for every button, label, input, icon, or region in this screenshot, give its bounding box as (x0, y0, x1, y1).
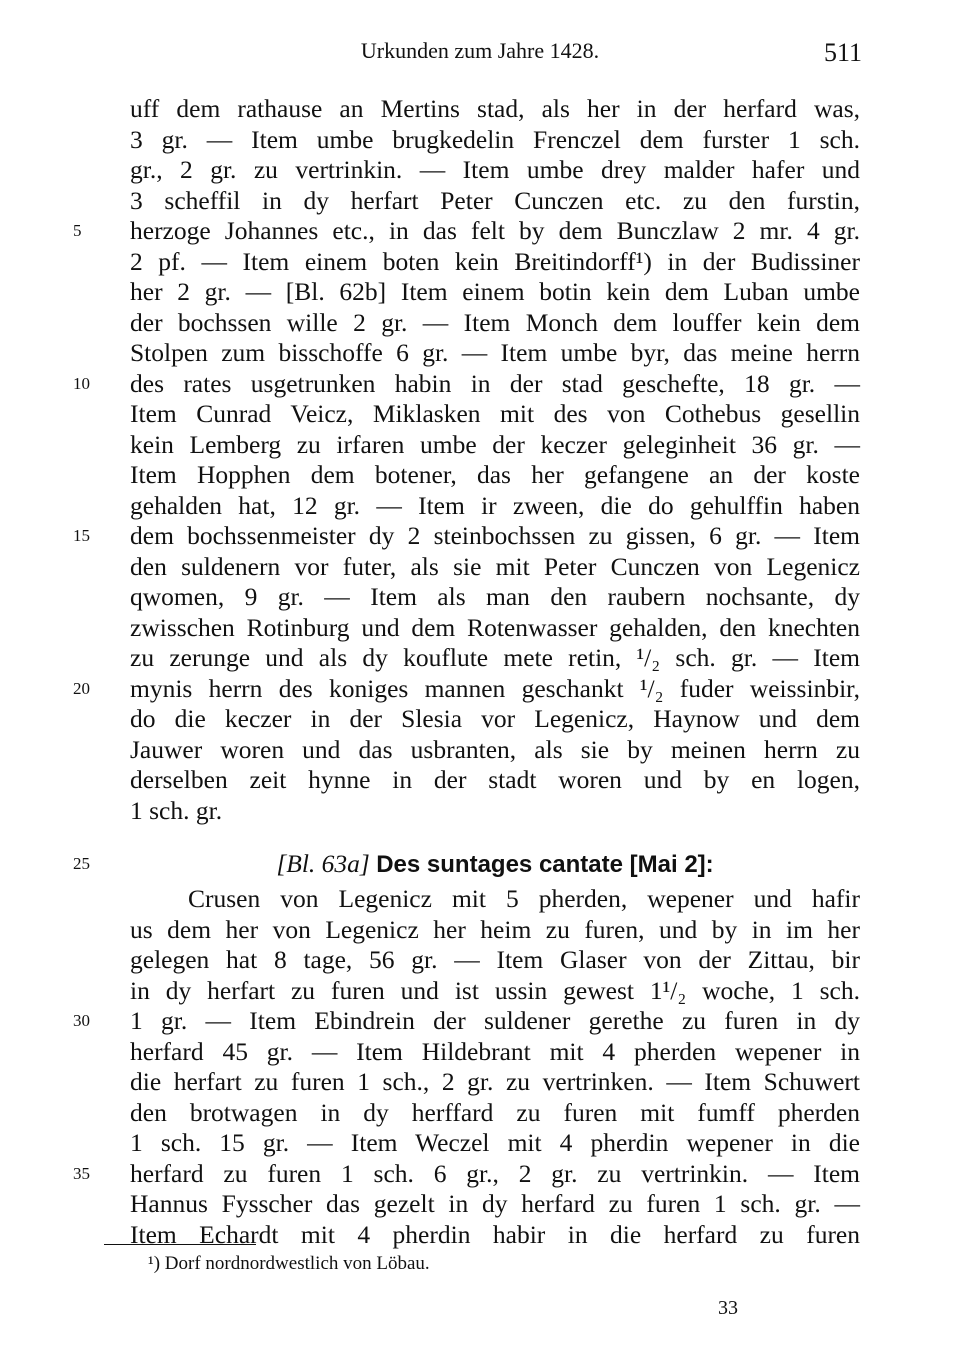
line-text: do die keczer in der Slesia vor Legenicz, Haynow und dem (130, 704, 860, 733)
text-line (130, 308, 860, 339)
text-line (73, 216, 860, 247)
text-line (73, 673, 860, 705)
line-number: 5 (73, 221, 82, 240)
text-line (130, 735, 860, 766)
text-line (130, 430, 860, 461)
line-text: 1 gr. — Item Ebindrein der suldener gerethe zu furen in dy (130, 1006, 860, 1035)
text-line (130, 796, 860, 827)
line-text: Stolpen zum bisschoffe 6 gr. — Item umbe byr, das meine herrn (130, 338, 860, 367)
line-text: die herfart zu furen 1 sch., 2 gr. zu vertrinken. — Item Schuwert (130, 1067, 860, 1096)
footnote-rule (104, 1244, 256, 1245)
line-text: gehalden hat, 12 gr. — Item ir zween, die do gehulffin haben (130, 490, 860, 520)
text-line (130, 186, 860, 217)
line-text: Crusen von Legenicz mit 5 pherden, wepener und hafir (188, 884, 860, 913)
text-line (130, 1037, 860, 1068)
page-header (0, 38, 960, 78)
text-line (73, 1006, 860, 1037)
text-line (130, 399, 860, 430)
text-line (130, 460, 860, 491)
text-line (130, 884, 860, 915)
text-line (130, 976, 860, 1007)
text-line (130, 765, 860, 796)
line-text: den suldenern vor futer, als sie mit Peter Cunczen von Legenicz (130, 551, 860, 581)
section-block (73, 836, 860, 1250)
line-text: Jauwer woren und das usbranten, als sie by meinen herrn zu (130, 734, 860, 764)
line-text: mynis herrn des koniges mannen geschankt ¹/₂ fuder weissinbir, (130, 673, 860, 703)
text-line (130, 247, 860, 278)
line-text: gelegen hat 8 tage, 56 gr. — Item Glaser von der Zittau, bir (130, 945, 860, 974)
line-text: her 2 gr. — [Bl. 62b] Item einem botin kein dem Luban umbe (130, 277, 860, 306)
text-line (130, 491, 860, 522)
text-line (130, 277, 860, 308)
text-line (130, 338, 860, 369)
line-text: kein Lemberg zu irfaren umbe der keczer geleginheit 36 gr. — (130, 429, 860, 459)
text-line (130, 1220, 860, 1251)
line-text: 3 scheffil in dy herfart Peter Cunczen etc. zu den furstin, (130, 185, 860, 215)
text-line (130, 1189, 860, 1220)
section-text (73, 884, 860, 1250)
line-text: dem bochssenmeister dy 2 steinbochssen zu gissen, 6 gr. — Item (130, 521, 860, 550)
text-line (130, 613, 860, 644)
line-text: 2 pf. — Item einem boten kein Breitindorff¹) in der Budissiner (130, 246, 860, 276)
signature-mark: 33 (718, 1297, 738, 1319)
line-text: qwomen, 9 gr. — Item als man den raubern nochsante, dy (130, 582, 860, 611)
line-text: den brotwagen in dy herffard zu furen mit fumff pherden (130, 1097, 860, 1127)
line-number: 30 (73, 1011, 90, 1030)
line-text: herzoge Johannes etc., in das felt by dem Bunczlaw 2 mr. 4 gr. (130, 216, 860, 245)
line-text: herfard zu furen 1 sch. 6 gr., 2 gr. zu vertrinkin. — Item (130, 1158, 860, 1188)
line-text: Item Cunrad Veicz, Miklasken mit des von Cothebus gesellin (130, 399, 860, 428)
line-text: Hannus Fysscher das gezelt in dy herfard zu furen 1 sch. gr. — (130, 1189, 860, 1218)
text-line (130, 94, 860, 125)
line-number: 35 (73, 1163, 90, 1183)
line-text: 3 gr. — Item umbe brugkedelin Frenczel dem furster 1 sch. (130, 124, 860, 154)
text-line (130, 1098, 860, 1129)
text-line (130, 945, 860, 976)
text-line (130, 125, 860, 156)
line-text: herfard 45 gr. — Item Hildebrant mit 4 pherden wepener in (130, 1036, 860, 1066)
line-text: in dy herfart zu furen und ist ussin gewest 1¹/₂ woche, 1 sch. (130, 975, 860, 1005)
line-number: 25 (73, 854, 90, 873)
line-number: 10 (73, 373, 90, 393)
line-number: 15 (73, 526, 90, 545)
line-text: gr., 2 gr. zu vertrinkin. — Item umbe drey malder hafer und (130, 155, 860, 184)
text-line (130, 1128, 860, 1159)
text-line (73, 368, 860, 400)
text-line (130, 552, 860, 583)
line-text: Item Hopphen dem botener, das her gefangene an der koste (130, 460, 860, 489)
line-text: zu zerunge und als dy kouflute mete retin, ¹/₂ sch. gr. — Item (130, 643, 860, 672)
line-text: 1 sch. 15 gr. — Item Weczel mit 4 pherdin wepener in die (130, 1128, 860, 1157)
text-line (73, 521, 860, 552)
line-number: 20 (73, 678, 90, 698)
line-text: Item Echardt mit 4 pherdin habir in die herfard zu furen (130, 1219, 860, 1249)
running-title: Urkunden zum Jahre 1428. (360, 38, 600, 63)
text-line (130, 582, 860, 613)
line-text: derselben zeit hynne in der stadt woren und by en logen, (130, 765, 860, 794)
folio-reference: [Bl. 63a] (276, 849, 370, 878)
line-text: 1 sch. gr. (130, 795, 223, 825)
text-line (130, 155, 860, 186)
section-title: Des suntages cantate [Mai 2]: (376, 851, 714, 878)
section-heading (73, 848, 860, 880)
line-text: der bochssen wille 2 gr. — Item Monch dem louffer kein dem (130, 307, 860, 337)
text-line (130, 1067, 860, 1098)
line-text: zwisschen Rotinburg und dem Rotenwasser gehalden, den knechten (130, 612, 860, 642)
text-line (130, 643, 860, 674)
page-number: 511 (823, 38, 862, 67)
line-text: des rates usgetrunken habin in der stad geschefte, 18 gr. — (130, 368, 860, 398)
line-text: us dem her von Legenicz her heim zu furen, und by in im her (130, 914, 860, 944)
footnote: ¹) Dorf nordnordwestlich von Löbau. (148, 1253, 430, 1274)
text-line (130, 915, 860, 946)
main-text-block (73, 94, 860, 826)
line-text: uff dem rathause an Mertins stad, als her in der herfard was, (130, 94, 860, 123)
text-line (130, 704, 860, 735)
text-line (73, 1158, 860, 1190)
